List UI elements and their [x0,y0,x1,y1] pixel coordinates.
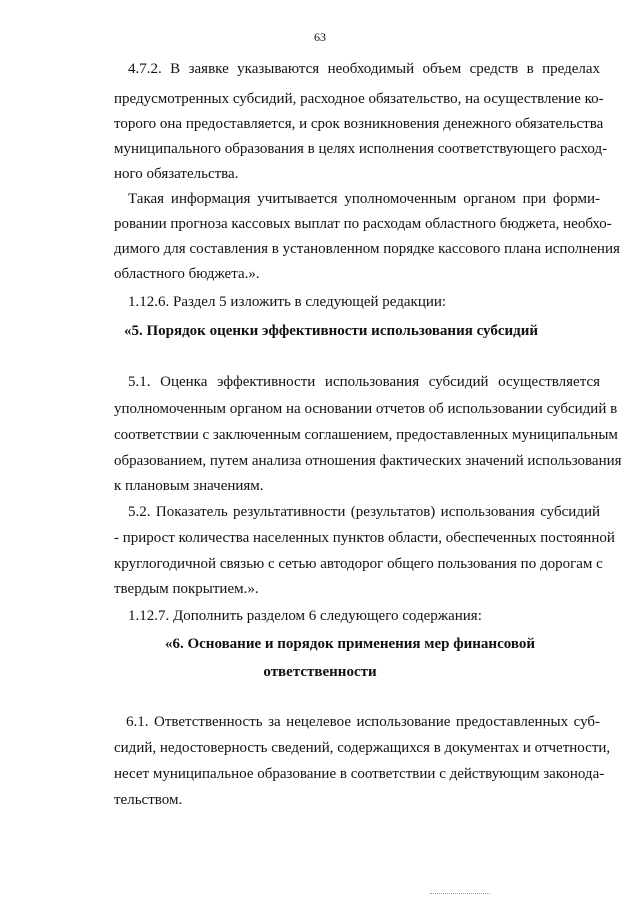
page-number: 63 [314,30,326,44]
para-info-line: областного бюджета.». [114,266,260,282]
para-5-2-line: твердым покрытием.». [114,581,259,597]
para-5-1-line: уполномоченным органом на основании отчетов об использовании субсидий в [114,401,618,417]
para-5-1-line: 5.1. Оценка эффективности использования субсидий осуществляется [128,374,600,390]
para-5-2-line: 5.2. Показатель результативности (результатов) использования субсидий [128,504,600,520]
para-info-line: ровании прогноза кассовых выплат по расходам областного бюджета, необхо- [114,216,612,232]
section-5-heading: «5. Порядок оценки эффективности использования субсидий [123,323,539,339]
para-5-1-line: образованием, путем анализа отношения фактических значений использования [114,453,622,469]
para-4-7-2-line: предусмотренных субсидий, расходное обязательство, на осуществление ко- [114,91,604,107]
para-4-7-2-line: муниципального образования в целях исполнения соответствующего расход- [114,141,608,157]
para-6-1-line: 6.1. Ответственность за нецелевое использование предоставленных суб- [126,714,600,730]
para-6-1-line: сидий, недостоверность сведений, содержащихся в документах и отчетности, [114,740,611,756]
para-6-1-line: тельством. [114,792,183,808]
para-5-2-line: круглогодичной связью с сетью автодорог общего пользования по дорогам с [114,556,603,572]
para-1-12-6: 1.12.6. Раздел 5 изложить в следующей редакции: [128,294,447,310]
para-1-12-7: 1.12.7. Дополнить разделом 6 следующего содержания: [128,608,482,624]
para-4-7-2-line: ного обязательства. [114,166,239,182]
para-4-7-2-line: торого она предоставляется, и срок возникновения денежного обязательства [114,116,604,132]
para-6-1-line: несет муниципальное образование в соответствии с действующим законода- [114,766,605,782]
para-info-line: Такая информация учитывается уполномоченным органом при форми- [128,191,600,207]
scan-artifact-line [430,893,490,895]
para-5-2-line: - прирост количества населенных пунктов области, обеспеченных постоянной [114,530,615,546]
para-5-1-line: соответствии с заключенным соглашением, предоставленных муниципальным [114,427,618,443]
para-info-line: димого для составления в установленном порядке кассового плана исполнения [114,241,620,257]
section-6-heading: ответственности [263,664,377,680]
para-4-7-2-line: 4.7.2. В заявке указываются необходимый объем средств в пределах [128,61,600,77]
para-5-1-line: к плановым значениям. [114,478,264,494]
section-6-heading: «6. Основание и порядок применения мер финансовой [164,636,535,652]
